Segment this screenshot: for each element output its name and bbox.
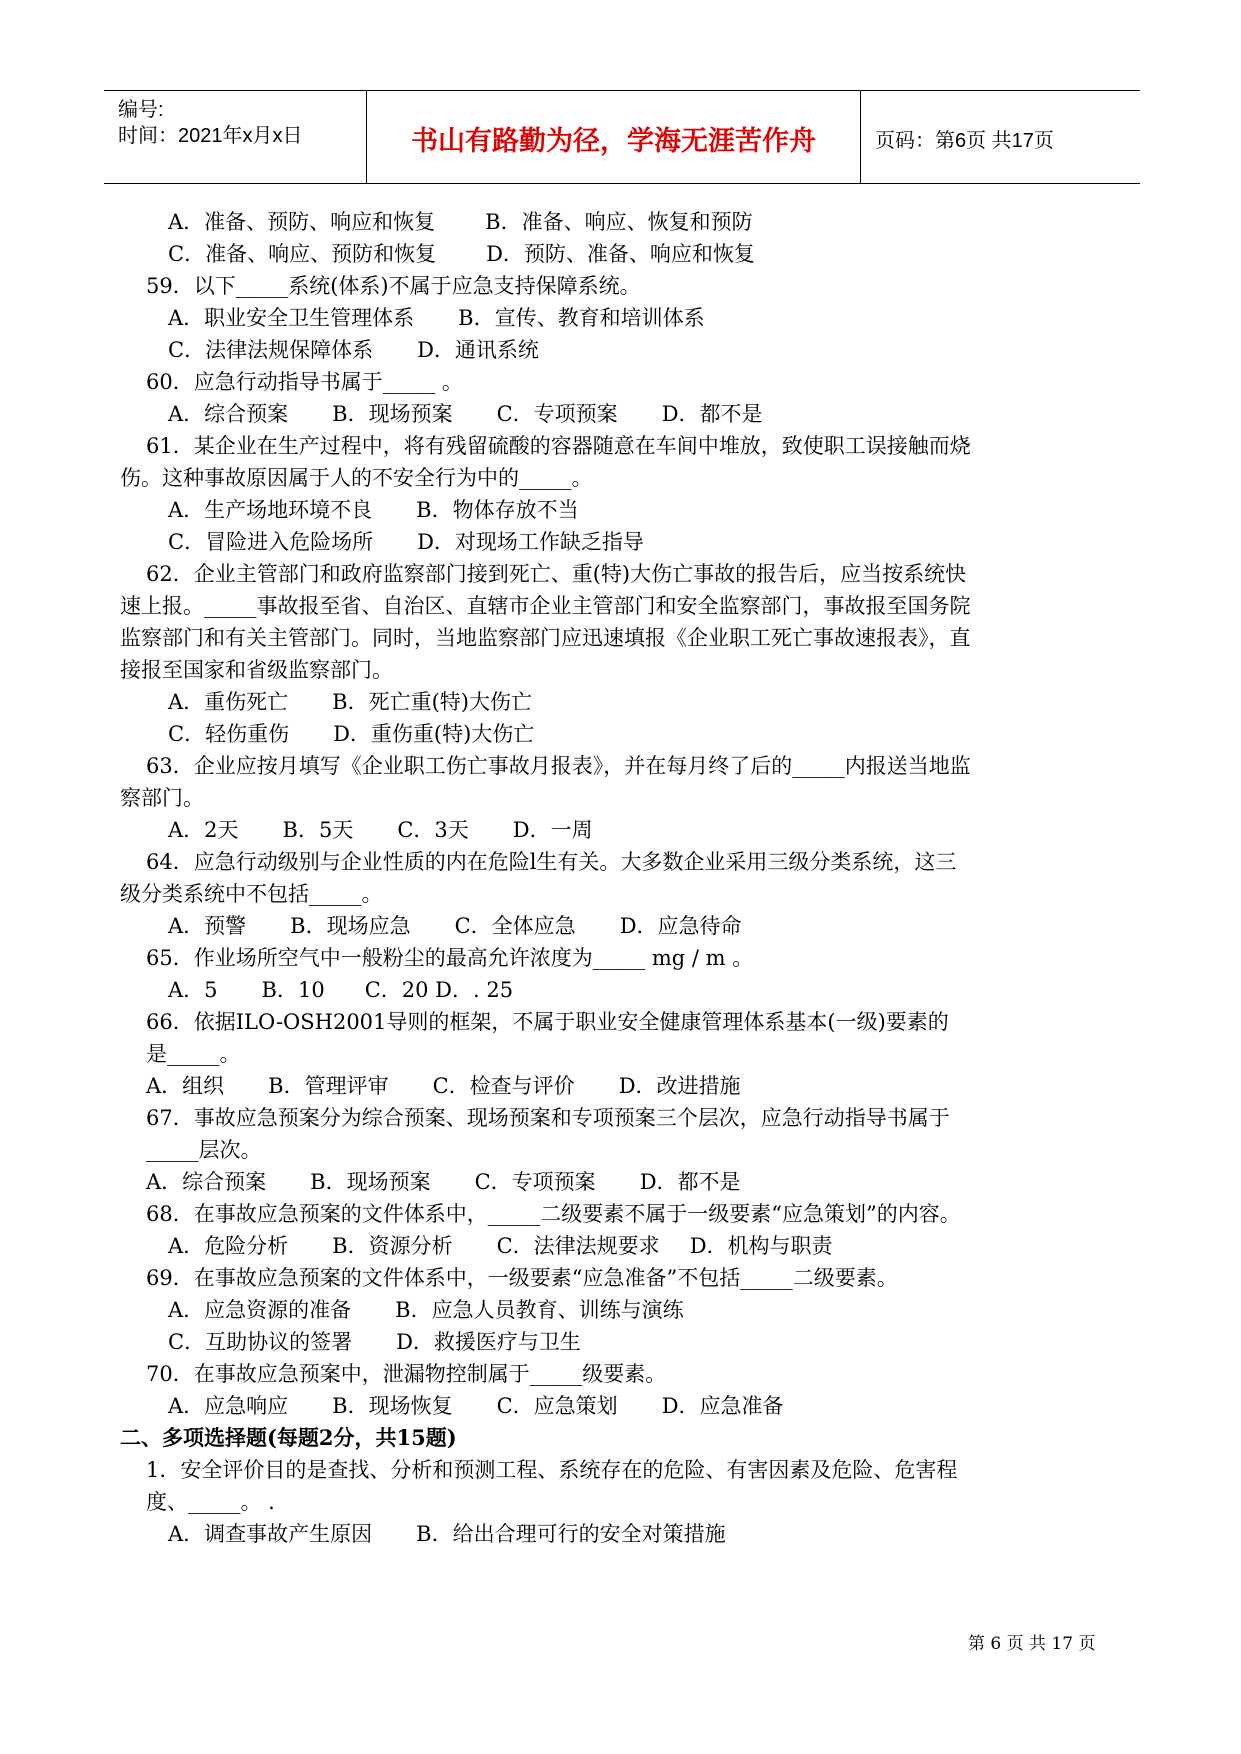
line-text: 监察部门和有关主管部门。同时，当地监察部门应迅速填报《企业职工死亡事故速报表》，直 [120, 626, 971, 650]
option-text: C．法律法规保障体系 [168, 338, 374, 362]
option-text: C．检查与评价 [432, 1074, 575, 1098]
option-text: C．准备、响应、预防和恢复 [168, 242, 437, 266]
document-number-label: 编号: [118, 99, 164, 121]
text-line [168, 1518, 726, 1550]
text-line [146, 1262, 898, 1294]
option-text: B．给出合理可行的安全对策措施 [416, 1522, 726, 1546]
text-line [168, 494, 579, 526]
option-text: A．5 [168, 978, 218, 1002]
option-text: A．生产场地环境不良 [168, 498, 373, 522]
option-text: B．管理评审 [268, 1074, 389, 1098]
option-text: D．预防、准备、响应和恢复 [486, 242, 755, 266]
text-line [146, 942, 753, 974]
line-text: 级分类系统中不包括_____。 [120, 882, 383, 906]
option-text: A．重伤死亡 [168, 690, 289, 714]
option-text: A．综合预案 [146, 1170, 267, 1194]
line-text: 62．企业主管部门和政府监察部门接到死亡、重(特)大伤亡事故的报告后，应当按系统快 [146, 562, 967, 586]
line-text: 察部门。 [120, 786, 204, 810]
text-line [168, 1230, 833, 1262]
text-line [146, 1198, 961, 1230]
text-line [120, 462, 593, 494]
text-line [146, 1102, 950, 1134]
text-line [146, 430, 971, 462]
line-text: 59．以下_____系统(体系)不属于应急支持保障系统。 [146, 274, 641, 298]
line-text: 61．某企业在生产过程中，将有残留硫酸的容器随意在车间中堆放，致使职工误接触而烧 [146, 434, 971, 458]
line-text: 60．应急行动指导书属于_____ 。 [146, 370, 463, 394]
option-text: B．应急人员教育、训练与演练 [395, 1298, 684, 1322]
option-text: C．20 D．. 25 [364, 978, 514, 1002]
header-right-cell [861, 91, 1140, 183]
option-text: C．专项预案 [474, 1170, 596, 1194]
line-text: 速上报。_____事故报至省、自治区、直辖市企业主管部门和安全监察部门，事故报至国务院 [120, 594, 971, 618]
option-text: B．现场应急 [290, 914, 411, 938]
option-text: A．预警 [168, 914, 247, 938]
option-text: C．应急策划 [496, 1394, 618, 1418]
text-line [168, 238, 755, 270]
line-text: 1．安全评价目的是查找、分析和预测工程、系统存在的危险、有害因素及危险、危害程 [146, 1458, 958, 1482]
text-line [146, 1166, 741, 1198]
text-line [120, 622, 971, 654]
option-text: A．调查事故产生原因 [168, 1522, 373, 1546]
text-line [168, 718, 534, 750]
option-text: C．法律法规要求 [496, 1234, 660, 1258]
option-text: D．一周 [512, 818, 593, 842]
text-line [120, 590, 971, 622]
text-line [146, 846, 956, 878]
line-text: 接报至国家和省级监察部门。 [120, 658, 393, 682]
text-line [146, 270, 641, 302]
header-page-info: 页码：第6页 共17页 [875, 130, 1054, 152]
text-line [168, 1294, 684, 1326]
line-text: 70．在事故应急预案中，泄漏物控制属于_____级要素。 [146, 1362, 667, 1386]
option-text: A．危险分析 [168, 1234, 289, 1258]
text-line [146, 1006, 949, 1038]
line-text: 69．在事故应急预案的文件体系中，一级要素“应急准备”不包括_____二级要素。 [146, 1266, 898, 1290]
line-text: 67．事故应急预案分为综合预案、现场预案和专项预案三个层次，应急行动指导书属于 [146, 1106, 950, 1130]
text-line [168, 974, 513, 1006]
option-text: D．对现场工作缺乏指导 [417, 530, 644, 554]
line-text: _____层次。 [146, 1138, 262, 1162]
text-line [168, 910, 742, 942]
text-line [146, 1070, 741, 1102]
page-header [104, 90, 1140, 184]
option-text: C．专项预案 [496, 402, 618, 426]
option-text: D．应急待命 [619, 914, 742, 938]
text-line [146, 1454, 957, 1486]
option-text: B．物体存放不当 [416, 498, 579, 522]
option-text: C．轻伤重伤 [168, 722, 290, 746]
text-line [168, 526, 644, 558]
option-text: C．冒险进入危险场所 [168, 530, 374, 554]
option-text: B．资源分析 [332, 1234, 453, 1258]
option-text: D．改进措施 [618, 1074, 741, 1098]
text-line [120, 878, 383, 910]
option-text: B．5天 [282, 818, 354, 842]
text-line [120, 782, 204, 814]
option-text: B．现场预案 [332, 402, 453, 426]
text-line [120, 654, 393, 686]
option-text: B．宣传、教育和培训体系 [458, 306, 705, 330]
text-line [168, 398, 763, 430]
text-line [146, 1038, 241, 1070]
line-text: 66．依据ILO-OSH2001导则的框架，不属于职业安全健康管理体系基本(一级)要素的 [146, 1010, 949, 1034]
header-left-cell [104, 91, 367, 183]
document-time-label: 时间：2021年x月x日 [118, 125, 303, 147]
option-text: D．机构与职责 [689, 1234, 833, 1258]
option-text: A．应急资源的准备 [168, 1298, 352, 1322]
option-text: A．职业安全卫生管理体系 [168, 306, 415, 330]
line-text: 是_____。 [146, 1042, 241, 1066]
text-line [146, 750, 971, 782]
text-line [168, 302, 705, 334]
option-text: C．3天 [397, 818, 469, 842]
text-line [146, 366, 463, 398]
line-text: 度、_____。 . [146, 1490, 275, 1514]
text-line [168, 1326, 581, 1358]
text-line [146, 1486, 275, 1518]
option-text: A．组织 [146, 1074, 225, 1098]
line-text: 伤。这种事故原因属于人的不安全行为中的_____。 [120, 466, 593, 490]
option-text: B．现场预案 [310, 1170, 431, 1194]
option-text: D．应急准备 [661, 1394, 784, 1418]
option-text: A．2天 [168, 818, 239, 842]
text-line [146, 1358, 666, 1390]
header-middle-cell [367, 91, 861, 183]
option-text: D．都不是 [639, 1170, 741, 1194]
page-footer: 第 6 页 共 17 页 [968, 1634, 1096, 1654]
text-line [168, 1390, 784, 1422]
option-text: D．通讯系统 [417, 338, 539, 362]
text-line [168, 686, 532, 718]
option-text: B．现场恢复 [332, 1394, 453, 1418]
line-text: 二、多项选择题(每题2分，共15题) [120, 1425, 457, 1450]
header-motto: 书山有路勤为径，学海无涯苦作舟 [411, 126, 816, 157]
line-text: 64．应急行动级别与企业性质的内在危险l生有关。大多数企业采用三级分类系统，这三 [146, 850, 957, 874]
section-heading [120, 1422, 457, 1454]
option-text: A．准备、预防、响应和恢复 [168, 210, 436, 234]
text-line [168, 206, 753, 238]
text-line [168, 814, 593, 846]
option-text: C．互助协议的签署 [168, 1330, 353, 1354]
option-text: B．准备、响应、恢复和预防 [485, 210, 753, 234]
option-text: C．全体应急 [454, 914, 576, 938]
line-text: 65．作业场所空气中一般粉尘的最高允许浓度为_____ mg / m 。 [146, 946, 754, 970]
option-text: B．死亡重(特)大伤亡 [332, 690, 532, 714]
option-text: A．应急响应 [168, 1394, 289, 1418]
option-text: B．10 [261, 978, 325, 1002]
option-text: D．重伤重(特)大伤亡 [333, 722, 535, 746]
option-text: D．救援医疗与卫生 [396, 1330, 581, 1354]
option-text: D．都不是 [661, 402, 763, 426]
text-line [146, 558, 966, 590]
line-text: 63．企业应按月填写《企业职工伤亡事故月报表》，并在每月终了后的_____内报送当地监 [146, 754, 971, 778]
text-line [168, 334, 539, 366]
text-line [146, 1134, 262, 1166]
line-text: 68．在事故应急预案的文件体系中，_____二级要素不属于一级要素“应急策划”的内容。 [146, 1202, 961, 1226]
option-text: A．综合预案 [168, 402, 289, 426]
